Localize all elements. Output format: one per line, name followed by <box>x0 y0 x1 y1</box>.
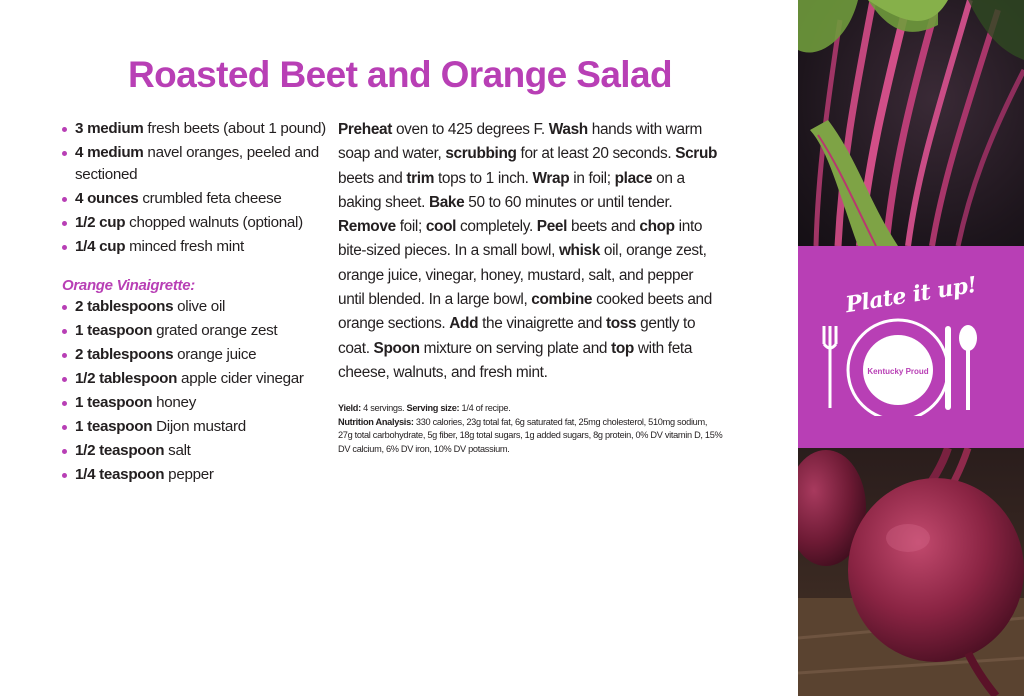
ingredient-text: chopped walnuts (optional) <box>125 214 303 231</box>
direction-verb: combine <box>531 291 593 309</box>
ingredient-item <box>62 464 327 486</box>
direction-text: with feta cheese, walnuts, and fresh mint. <box>338 339 693 381</box>
ingredient-text: olive oil <box>173 298 226 315</box>
ingredients-column <box>62 118 327 488</box>
ingredient-text: pepper <box>164 466 214 483</box>
plate-setting-icon <box>798 306 1024 416</box>
direction-verb: Preheat <box>338 121 393 138</box>
knife-icon <box>945 326 951 410</box>
ingredient-text: fresh beets (about 1 pound) <box>143 120 326 137</box>
direction-verb: top <box>611 339 634 357</box>
direction-text: oven to 425 degrees F. <box>392 121 549 138</box>
ingredient-item <box>62 320 327 342</box>
vinaigrette-list <box>62 296 327 486</box>
ingredient-text: salt <box>164 442 191 459</box>
ingredient-amount: 2 tablespoons <box>75 298 174 315</box>
beet-greens-illustration <box>798 0 1024 246</box>
direction-verb: Bake <box>428 193 465 211</box>
beets-illustration <box>798 448 1024 696</box>
ingredient-amount: 4 ounces <box>75 190 139 207</box>
directions-paragraph <box>338 118 723 385</box>
direction-text: beets and <box>567 218 640 236</box>
ingredient-item <box>62 236 327 258</box>
direction-verb: cool <box>425 218 457 236</box>
direction-text: tops to 1 inch. <box>434 169 533 187</box>
direction-verb: Wrap <box>532 169 570 187</box>
direction-verb: Scrub <box>675 145 718 163</box>
nutrition-analysis-value: 330 calories, 23g total fat, 6g saturated fat, 25mg cholesterol, 510mg sodium, 27g total carbohydrate, 5g fiber, 18g total sugars, 1g added sugars, 8g protein, 0% DV vitamin D, 15% DV calcium, 6% DV iron, 10% DV potassium. <box>338 416 723 455</box>
direction-text: foil; <box>395 218 426 236</box>
ingredient-text: honey <box>152 394 196 411</box>
direction-verb: place <box>614 169 653 187</box>
ingredient-amount: 1/2 cup <box>75 214 126 231</box>
ingredient-text: Dijon mustard <box>152 418 246 435</box>
yield-value: 4 servings. <box>360 403 407 414</box>
direction-text: in foil; <box>569 169 615 187</box>
ingredient-amount: 3 medium <box>75 120 144 137</box>
ingredient-list <box>62 118 327 258</box>
ingredient-item <box>62 368 327 390</box>
direction-text: on a baking sheet. <box>338 169 685 211</box>
directions-column <box>338 118 723 457</box>
direction-text: cooked beets and orange sections. <box>338 291 712 333</box>
direction-text: gently to coat. <box>338 315 696 357</box>
direction-text: completely. <box>456 218 537 236</box>
ingredient-item <box>62 344 327 366</box>
ingredient-item <box>62 416 327 438</box>
ingredient-item <box>62 142 327 186</box>
ingredient-item <box>62 212 327 234</box>
direction-verb: Wash <box>548 121 588 138</box>
plate-icon <box>848 320 948 416</box>
vinaigrette-heading: Orange Vinaigrette: <box>62 277 195 294</box>
direction-verb: toss <box>605 315 637 333</box>
ingredient-amount: 1 teaspoon <box>75 322 153 339</box>
ingredient-amount: 1/2 teaspoon <box>75 442 165 459</box>
direction-verb: chop <box>639 218 675 236</box>
direction-verb: trim <box>406 169 435 187</box>
direction-verb: whisk <box>558 242 600 260</box>
ingredient-item <box>62 392 327 414</box>
ingredient-item <box>62 440 327 462</box>
direction-text: mixture on serving plate and <box>419 339 612 357</box>
serving-size-label: Serving size: <box>406 403 460 414</box>
ingredient-text: orange juice <box>173 346 257 363</box>
direction-text: oil, orange zest, orange juice, vinegar, honey, mustard, salt, and pepper until blended. In a large bowl, <box>338 242 707 309</box>
ingredient-amount: 4 medium <box>75 144 144 161</box>
yield-label: Yield: <box>338 403 361 414</box>
badge-title: Plate it up! <box>843 271 979 319</box>
direction-verb: scrubbing <box>445 145 517 163</box>
ingredient-amount: 1 teaspoon <box>75 394 153 411</box>
ingredient-amount: 1/2 tablespoon <box>75 370 178 387</box>
direction-text: for at least 20 seconds. <box>516 145 676 163</box>
beets-photo <box>798 448 1024 696</box>
plate-it-up-badge <box>798 246 1024 448</box>
direction-text: the vinaigrette and <box>478 315 606 333</box>
direction-verb: Remove <box>338 218 396 236</box>
ingredient-text: minced fresh mint <box>125 238 244 255</box>
ingredient-item <box>62 296 327 318</box>
ingredient-text: apple cider vinegar <box>177 370 304 387</box>
direction-text: into bite-sized pieces. In a small bowl, <box>338 218 703 260</box>
nutrition-info <box>338 402 723 456</box>
ingredient-item <box>62 188 327 210</box>
beet-greens-photo <box>798 0 1024 246</box>
fork-icon <box>824 326 836 408</box>
ingredient-amount: 2 tablespoons <box>75 346 174 363</box>
nutrition-analysis-label: Nutrition Analysis: <box>338 416 414 427</box>
ingredient-amount: 1/4 cup <box>75 238 126 255</box>
ingredient-text: navel oranges, peeled and sectioned <box>75 144 319 183</box>
direction-text: 50 to 60 minutes or until tender. <box>464 193 673 211</box>
ingredient-item <box>62 118 327 140</box>
ingredient-amount: 1 teaspoon <box>75 418 153 435</box>
spoon-icon <box>959 325 977 410</box>
ingredient-text: grated orange zest <box>152 322 278 339</box>
direction-text: hands with warm soap and water, <box>338 121 702 163</box>
kentucky-proud-logo: Kentucky Proud <box>867 367 929 376</box>
direction-verb: Peel <box>536 218 568 236</box>
ingredient-text: crumbled feta cheese <box>138 190 282 207</box>
ingredient-amount: 1/4 teaspoon <box>75 466 165 483</box>
serving-size-value: 1/4 of recipe. <box>459 403 511 414</box>
direction-verb: Spoon <box>373 339 420 357</box>
direction-verb: Add <box>449 315 479 333</box>
direction-text: beets and <box>338 169 407 187</box>
recipe-title: Roasted Beet and Orange Salad <box>128 54 672 95</box>
